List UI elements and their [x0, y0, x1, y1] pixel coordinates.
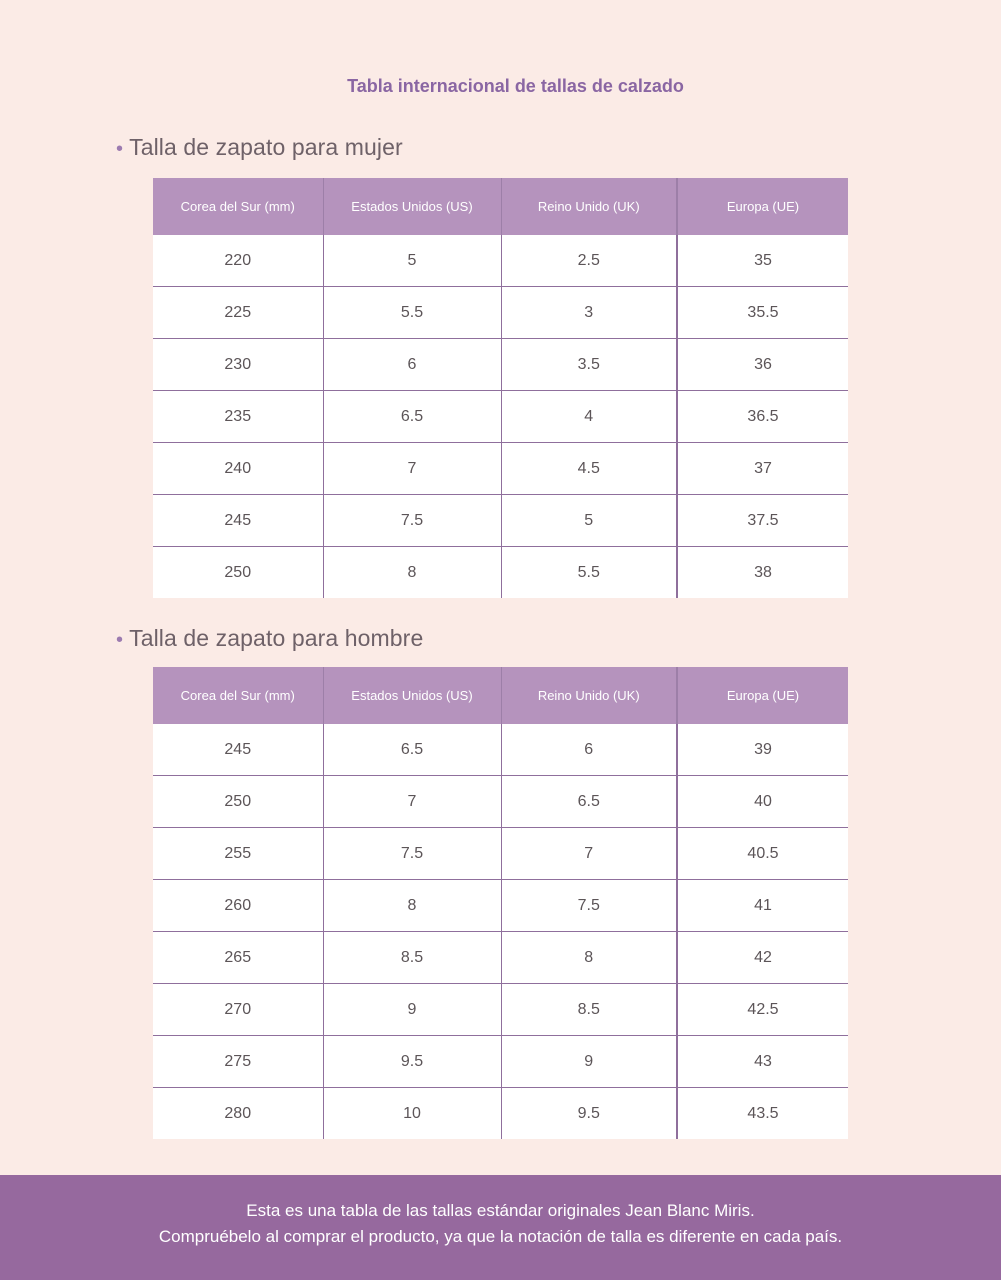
- table-row: [153, 828, 848, 880]
- table-row: [153, 880, 848, 932]
- cell-uk: 8.5: [501, 984, 677, 1036]
- cell-korea: 245: [153, 724, 323, 776]
- table-row: [153, 391, 848, 443]
- cell-eu: 43: [677, 1036, 848, 1088]
- women-heading-text: Talla de zapato para mujer: [129, 134, 403, 160]
- table-row: [153, 1088, 848, 1140]
- men-section-heading: [116, 625, 423, 652]
- cell-uk: 9.5: [501, 1088, 677, 1140]
- cell-eu: 36: [677, 339, 848, 391]
- cell-uk: 5: [501, 495, 677, 547]
- cell-us: 7: [323, 443, 501, 495]
- table-row: [153, 287, 848, 339]
- men-heading-text: Talla de zapato para hombre: [129, 625, 424, 651]
- table-row: [153, 235, 848, 287]
- header-eu: Europa (UE): [677, 667, 848, 724]
- cell-us: 5.5: [323, 287, 501, 339]
- footer-line-2: Compruébelo al comprar el producto, ya que la notación de talla es diferente en cada país.: [158, 1227, 843, 1246]
- cell-korea: 280: [224, 1104, 252, 1122]
- cell-korea: 275: [153, 1036, 323, 1088]
- cell-korea: 230: [153, 339, 323, 391]
- header-us: Estados Unidos (US): [323, 178, 501, 235]
- cell-eu: 42.5: [677, 984, 848, 1036]
- header-uk: Reino Unido (UK): [501, 178, 677, 235]
- table-header-row: [153, 178, 848, 235]
- cell-korea: 245: [153, 495, 323, 547]
- cell-eu: 37.5: [677, 495, 848, 547]
- women-size-table: [153, 178, 848, 598]
- bullet-icon: •: [116, 138, 124, 160]
- cell-korea: 235: [153, 391, 323, 443]
- cell-uk: 2.5: [501, 235, 677, 287]
- cell-korea: 250: [224, 563, 252, 581]
- cell-korea: 220: [153, 235, 323, 287]
- men-size-table: [153, 667, 848, 1139]
- table-row: [153, 776, 848, 828]
- header-eu: Europa (UE): [677, 178, 848, 235]
- cell-us: 6.5: [323, 391, 501, 443]
- cell-uk: 7.5: [501, 880, 677, 932]
- cell-us: 7.5: [323, 828, 501, 880]
- cell-eu: 43.5: [677, 1088, 848, 1140]
- cell-us: 9: [323, 984, 501, 1036]
- cell-us: 6: [323, 339, 501, 391]
- cell-us: 10: [323, 1088, 501, 1140]
- cell-uk: 8: [501, 932, 677, 984]
- cell-uk: 6: [501, 724, 677, 776]
- cell-korea: 225: [153, 287, 323, 339]
- footer-line-1: Esta es una tabla de las tallas estándar originales Jean Blanc Miris.: [246, 1201, 755, 1220]
- cell-uk: 4: [501, 391, 677, 443]
- cell-us: 7.5: [323, 495, 501, 547]
- cell-korea: 240: [153, 443, 323, 495]
- cell-korea: 255: [153, 828, 323, 880]
- table-row: [153, 443, 848, 495]
- women-section-heading: [116, 134, 403, 161]
- header-uk: Reino Unido (UK): [501, 667, 677, 724]
- table-row: [153, 724, 848, 776]
- cell-uk: 3.5: [501, 339, 677, 391]
- cell-uk: 9: [501, 1036, 677, 1088]
- cell-eu: 35: [677, 235, 848, 287]
- cell-eu: 39: [677, 724, 848, 776]
- header-korea: Corea del Sur (mm): [153, 667, 323, 724]
- cell-eu: 40.5: [677, 828, 848, 880]
- cell-us: 6.5: [323, 724, 501, 776]
- cell-korea: 250: [153, 776, 323, 828]
- header-korea: Corea del Sur (mm): [153, 178, 323, 235]
- table-row: [153, 495, 848, 547]
- cell-eu: 37: [677, 443, 848, 495]
- cell-eu: 36.5: [677, 391, 848, 443]
- table-header-row: [153, 667, 848, 724]
- footer-banner: [0, 1175, 1001, 1280]
- cell-us: 8: [323, 880, 501, 932]
- cell-us: 8.5: [323, 932, 501, 984]
- cell-us: 8: [323, 547, 501, 599]
- cell-uk: 7: [501, 828, 677, 880]
- table-row: [153, 547, 848, 599]
- table-row: [153, 1036, 848, 1088]
- cell-eu: 38: [677, 547, 848, 599]
- cell-eu: 35.5: [677, 287, 848, 339]
- bullet-icon: •: [116, 629, 124, 651]
- cell-korea: 265: [153, 932, 323, 984]
- cell-eu: 42: [677, 932, 848, 984]
- table-row: [153, 984, 848, 1036]
- cell-eu: 41: [677, 880, 848, 932]
- cell-uk: 4.5: [501, 443, 677, 495]
- cell-us: 5: [323, 235, 501, 287]
- cell-korea: 260: [153, 880, 323, 932]
- table-row: [153, 339, 848, 391]
- cell-uk: 6.5: [501, 776, 677, 828]
- page-title: Tabla internacional de tallas de calzado: [347, 76, 684, 96]
- cell-us: 7: [323, 776, 501, 828]
- cell-uk: 5.5: [501, 547, 677, 599]
- table-row: [153, 932, 848, 984]
- cell-uk: 3: [501, 287, 677, 339]
- cell-korea: 270: [153, 984, 323, 1036]
- cell-eu: 40: [677, 776, 848, 828]
- cell-us: 9.5: [323, 1036, 501, 1088]
- header-us: Estados Unidos (US): [323, 667, 501, 724]
